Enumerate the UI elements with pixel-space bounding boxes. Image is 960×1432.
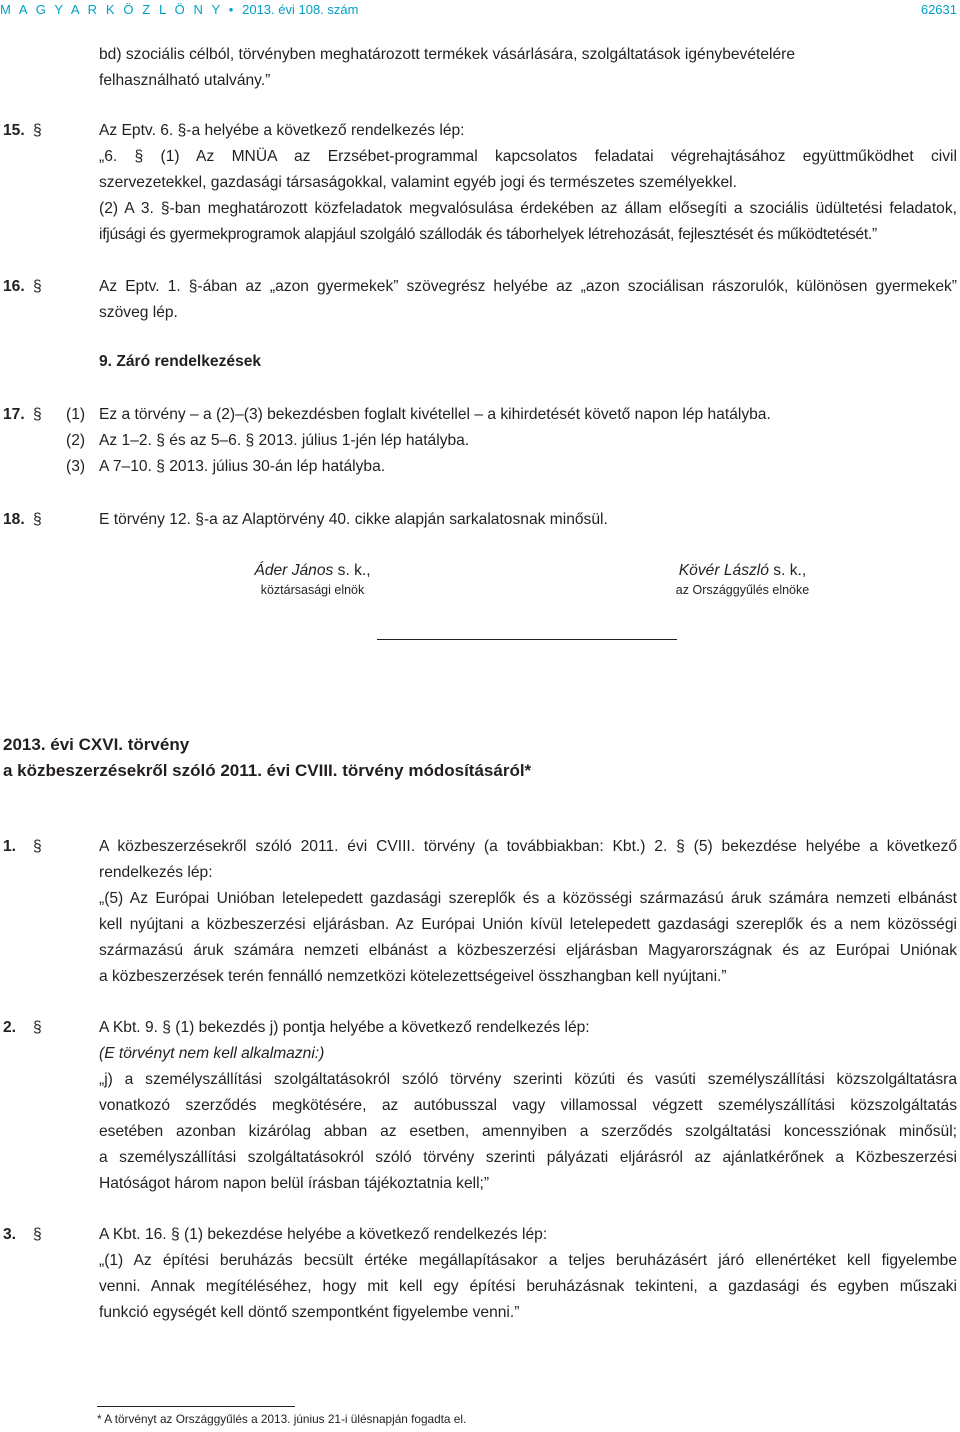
act-title-line2: a közbeszerzésekről szóló 2011. évi CVIII. törvény módosításáról* <box>3 761 532 780</box>
separator-line <box>377 639 677 640</box>
page-number: 62631 <box>920 2 957 17</box>
paragraph-sign: § <box>33 511 42 528</box>
section-number: 17. <box>3 406 25 423</box>
signature-left: Áder János s. k., köztársasági elnök <box>254 562 371 597</box>
section-number: 15. <box>3 122 25 139</box>
subsection: (1) Ez a törvény – a (2)–(3) bekezdésben foglalt kivétellel – a kihirdetését követő napon lép hatályba. <box>66 406 771 423</box>
issue-label: 2013. évi 108. szám <box>242 2 359 17</box>
paragraph-sign: § <box>33 406 42 423</box>
act-title-line1: 2013. évi CXVI. törvény <box>3 735 190 754</box>
section-number: 3. <box>3 1226 17 1243</box>
section-number: 1. <box>3 838 17 855</box>
subsection: (2) Az 1–2. § és az 5–6. § 2013. július 1-jén lép hatályba. <box>66 432 470 449</box>
paragraph-sign: § <box>33 278 42 295</box>
section-number: 18. <box>3 511 25 528</box>
paragraph-sign: § <box>33 1019 42 1036</box>
journal-title: M A G Y A R K Ö Z L Ö N Y • 2013. évi 108. szám <box>0 2 359 17</box>
page-header <box>0 0 960 22</box>
subsection: (3) A 7–10. § 2013. július 30-án lép hatályba. <box>66 458 386 475</box>
footnote-separator <box>97 1406 295 1407</box>
paragraph-sign: § <box>33 838 42 855</box>
chapter-heading: 9. Záró rendelkezések <box>99 353 262 370</box>
paragraph-sign: § <box>33 1226 42 1243</box>
section-number: 16. <box>3 278 25 295</box>
signature-right: Kövér László s. k., az Országgyűlés elnöke <box>675 562 810 597</box>
section-number: 2. <box>3 1019 17 1036</box>
footnote: * A törvényt az Országgyűlés a 2013. június 21-i ülésnapján fogadta el. <box>97 1412 467 1426</box>
paragraph-sign: § <box>33 122 42 139</box>
